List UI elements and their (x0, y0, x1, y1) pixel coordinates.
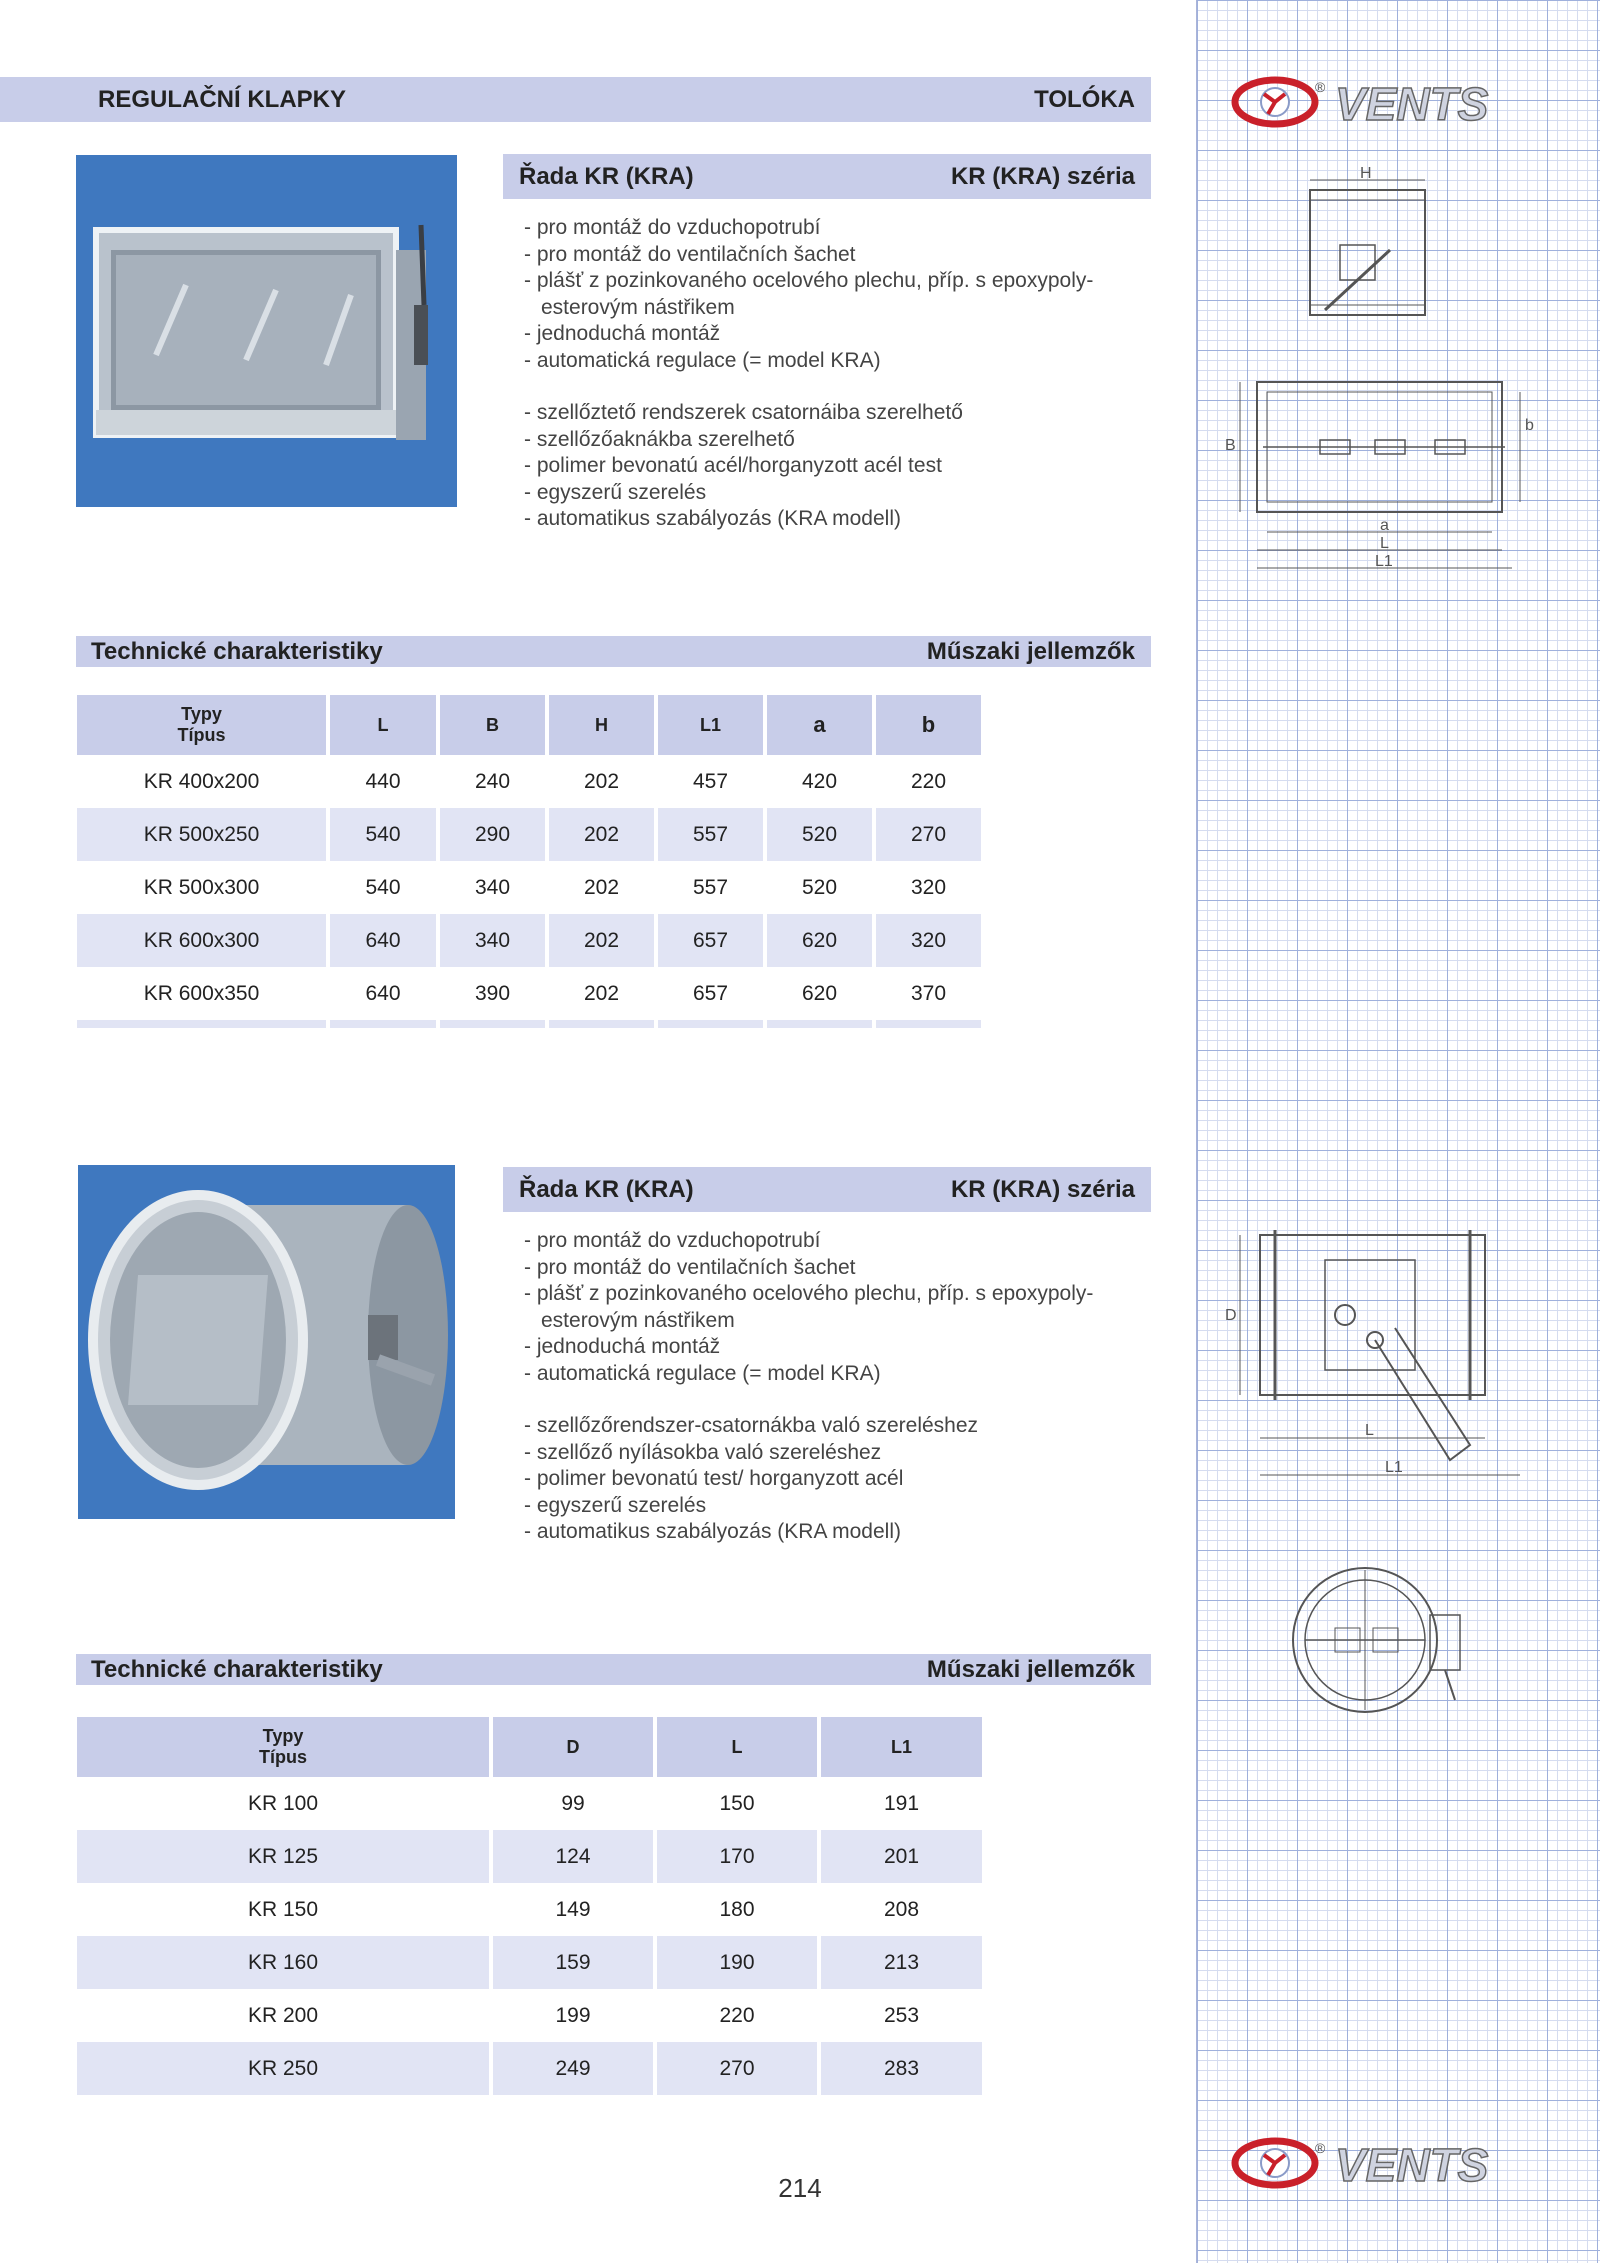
col-header-type (77, 695, 326, 755)
feature-item: - szellőzőrendszer-csatornákba való szereléshez (524, 1414, 979, 1437)
cell-l1: 457 (692, 769, 729, 793)
dim-label-l1: L1 (1375, 553, 1393, 570)
cell-b: 340 (474, 875, 511, 899)
series-title-hu: KR (KRA) széria (950, 1175, 1135, 1203)
col-header-d: D (493, 1717, 653, 1777)
feature-list-1 (524, 215, 1144, 533)
tech-header-2 (76, 1654, 1151, 1685)
table-row (77, 914, 981, 967)
cell-type: KR 125 (77, 1830, 489, 1883)
feature-item: - automatikus szabályozás (KRA modell) (524, 507, 901, 530)
series-header-2 (503, 1167, 1151, 1212)
cell-b: 340 (440, 914, 545, 967)
dim-label-d: D (1225, 1307, 1237, 1324)
feature-item: - automatikus szabályozás (KRA modell) (524, 1520, 901, 1543)
table-row (77, 1936, 982, 1989)
dim-label-a: a (1380, 517, 1389, 534)
table-header-row (77, 1717, 982, 1777)
cell-type: KR 250 (77, 2042, 489, 2095)
feature-item: - pro montáž do ventilačních šachet (524, 242, 856, 266)
product-photo-circular-damper (78, 1165, 455, 1519)
cell-a: 620 (801, 981, 838, 1005)
page-header-bar (0, 77, 1151, 122)
registered-mark: ® (1315, 2140, 1326, 2156)
feature-item: - pro montáž do vzduchopotrubí (524, 1229, 821, 1252)
feature-item: - szellőztető rendszerek csatornáiba szerelhető (524, 401, 963, 424)
dim-label-l: L (1365, 1422, 1374, 1439)
cell-h: 202 (583, 875, 620, 899)
cell-l1: 191 (883, 1791, 920, 1815)
cell-b-small: 370 (910, 981, 947, 1005)
cell-type: KR 400x200 (143, 769, 260, 793)
series-title-cz: Řada KR (KRA) (519, 1175, 694, 1203)
dim-label-b-lower: b (1525, 417, 1534, 434)
technical-drawing-rectangular (1215, 160, 1545, 590)
feature-item: - polimer bevonatú acél/horganyzott acél test (524, 454, 942, 477)
feature-item: - egyszerű szerelés (524, 1493, 707, 1517)
type-header-hu: Típus (259, 1747, 307, 1767)
table-row-empty (77, 1020, 981, 1028)
table-row (77, 1777, 982, 1830)
cell-l: 640 (330, 914, 436, 967)
col-header-l1: L1 (821, 1717, 982, 1777)
cell-a: 520 (801, 875, 838, 899)
col-header-b: B (440, 695, 545, 755)
cell-l: 540 (365, 875, 401, 899)
feature-item: - plášť z pozinkovaného ocelového plechu, příp. s epoxypoly-esterovým nástřikem (524, 1282, 1094, 1332)
type-header-cz: Typy (181, 704, 222, 724)
table-row (77, 967, 981, 1020)
feature-list-2 (524, 1228, 1144, 1546)
cell-h: 202 (583, 981, 620, 1005)
tech-title-cz: Technické charakteristiky (91, 1655, 383, 1683)
cell-l: 170 (657, 1830, 817, 1883)
col-header-l: L (657, 1717, 817, 1777)
cell-type: KR 100 (247, 1791, 319, 1815)
table-row (77, 1830, 982, 1883)
feature-item: - pro montáž do vzduchopotrubí (524, 216, 821, 239)
feature-item: - jednoduchá montáž (524, 322, 721, 345)
cell-b-small: 320 (876, 914, 981, 967)
cell-l1: 208 (883, 1897, 920, 1921)
cell-b: 290 (440, 808, 545, 861)
series-title-cz: Řada KR (KRA) (519, 162, 694, 190)
dim-label-l: L (1380, 535, 1389, 552)
series-title-hu: KR (KRA) széria (950, 162, 1135, 190)
cell-d: 124 (493, 1830, 653, 1883)
cell-a: 620 (767, 914, 872, 967)
cell-d: 199 (555, 2003, 591, 2027)
cell-b-small: 320 (910, 875, 947, 899)
table-row (77, 755, 981, 808)
tech-title-cz: Technické charakteristiky (91, 637, 383, 665)
feature-item: - pro montáž do ventilačních šachet (524, 1255, 856, 1279)
cell-l: 190 (657, 1936, 817, 1989)
col-header-l: L (330, 695, 436, 755)
cell-l1: 201 (821, 1830, 982, 1883)
cell-type: KR 160 (77, 1936, 489, 1989)
cell-l1: 253 (883, 2003, 920, 2027)
page-category-subtitle: TOLÓKA (1034, 85, 1135, 113)
cell-d: 149 (555, 1897, 591, 1921)
cell-l1: 557 (658, 808, 763, 861)
vents-logo-text: VENTS (1335, 2139, 1489, 2191)
registered-mark: ® (1315, 79, 1326, 95)
cell-type: KR 200 (247, 2003, 319, 2027)
page-category-title: REGULAČNÍ KLAPKY (98, 85, 347, 113)
cell-b-small: 220 (910, 769, 947, 793)
table-row (77, 1989, 982, 2042)
feature-item: - szellőző nyílásokba való szereléshez (524, 1440, 882, 1464)
cell-l: 540 (330, 808, 436, 861)
cell-l1: 657 (658, 914, 763, 967)
cell-b: 240 (474, 769, 511, 793)
specs-table-circular (73, 1717, 986, 2095)
table-row (77, 861, 981, 914)
table-header-row (77, 695, 981, 755)
cell-a: 420 (801, 769, 838, 793)
cell-b-small: 270 (876, 808, 981, 861)
cell-type: KR 600x350 (143, 981, 260, 1005)
cell-d: 249 (493, 2042, 653, 2095)
cell-l: 270 (657, 2042, 817, 2095)
table-row (77, 808, 981, 861)
tech-title-hu: Műszaki jellemzők (926, 637, 1135, 665)
cell-l1: 557 (692, 875, 729, 899)
vents-logo-text: VENTS (1335, 78, 1489, 130)
cell-l: 220 (719, 2003, 755, 2027)
col-header-type (77, 1717, 489, 1777)
feature-item: - egyszerű szerelés (524, 480, 707, 504)
vents-logo-top (1230, 72, 1566, 132)
dim-label-h: H (1360, 165, 1372, 182)
page-number: 214 (778, 2173, 822, 2203)
tech-header-1 (76, 636, 1151, 667)
tech-title-hu: Műszaki jellemzők (926, 1655, 1135, 1683)
cell-d: 159 (493, 1936, 653, 1989)
cell-h: 202 (583, 769, 620, 793)
cell-l1: 213 (821, 1936, 982, 1989)
col-header-l1: L1 (658, 695, 763, 755)
col-header-a: a (767, 695, 872, 755)
table-row (77, 2042, 982, 2095)
cell-l1: 283 (821, 2042, 982, 2095)
product-photo-rectangular-damper (76, 155, 457, 507)
dim-label-b-upper: B (1225, 437, 1236, 454)
cell-l1: 657 (692, 981, 729, 1005)
series-header-1 (503, 154, 1151, 199)
feature-item: - polimer bevonatú test/ horganyzott acél (524, 1467, 904, 1490)
cell-type: KR 150 (247, 1897, 319, 1921)
cell-type: KR 500x300 (143, 875, 260, 899)
technical-drawing-circular (1215, 1220, 1545, 1800)
cell-b: 390 (474, 981, 511, 1005)
feature-item: - automatická regulace (= model KRA) (524, 1361, 881, 1385)
feature-item: - automatická regulace (= model KRA) (524, 348, 881, 372)
cell-l: 640 (365, 981, 401, 1005)
cell-h: 202 (549, 914, 654, 967)
feature-item: - jednoduchá montáž (524, 1335, 721, 1358)
col-header-h: H (549, 695, 654, 755)
cell-type: KR 500x250 (77, 808, 326, 861)
col-header-b-small: b (876, 695, 981, 755)
cell-type: KR 600x300 (77, 914, 326, 967)
table-row (77, 1883, 982, 1936)
type-header-hu: Típus (177, 725, 226, 745)
cell-l: 440 (365, 769, 401, 793)
feature-item: - szellőzőaknákba szerelhető (524, 427, 795, 451)
cell-a: 520 (767, 808, 872, 861)
cell-h: 202 (549, 808, 654, 861)
feature-item: - plášť z pozinkovaného ocelového plechu, příp. s epoxypoly-esterovým nástřikem (524, 269, 1094, 319)
cell-l: 150 (719, 1791, 755, 1815)
specs-table-rectangular (73, 695, 985, 1028)
cell-d: 99 (561, 1791, 585, 1815)
type-header-cz: Typy (262, 1726, 304, 1746)
dim-label-l1: L1 (1385, 1459, 1403, 1476)
cell-l: 180 (719, 1897, 755, 1921)
